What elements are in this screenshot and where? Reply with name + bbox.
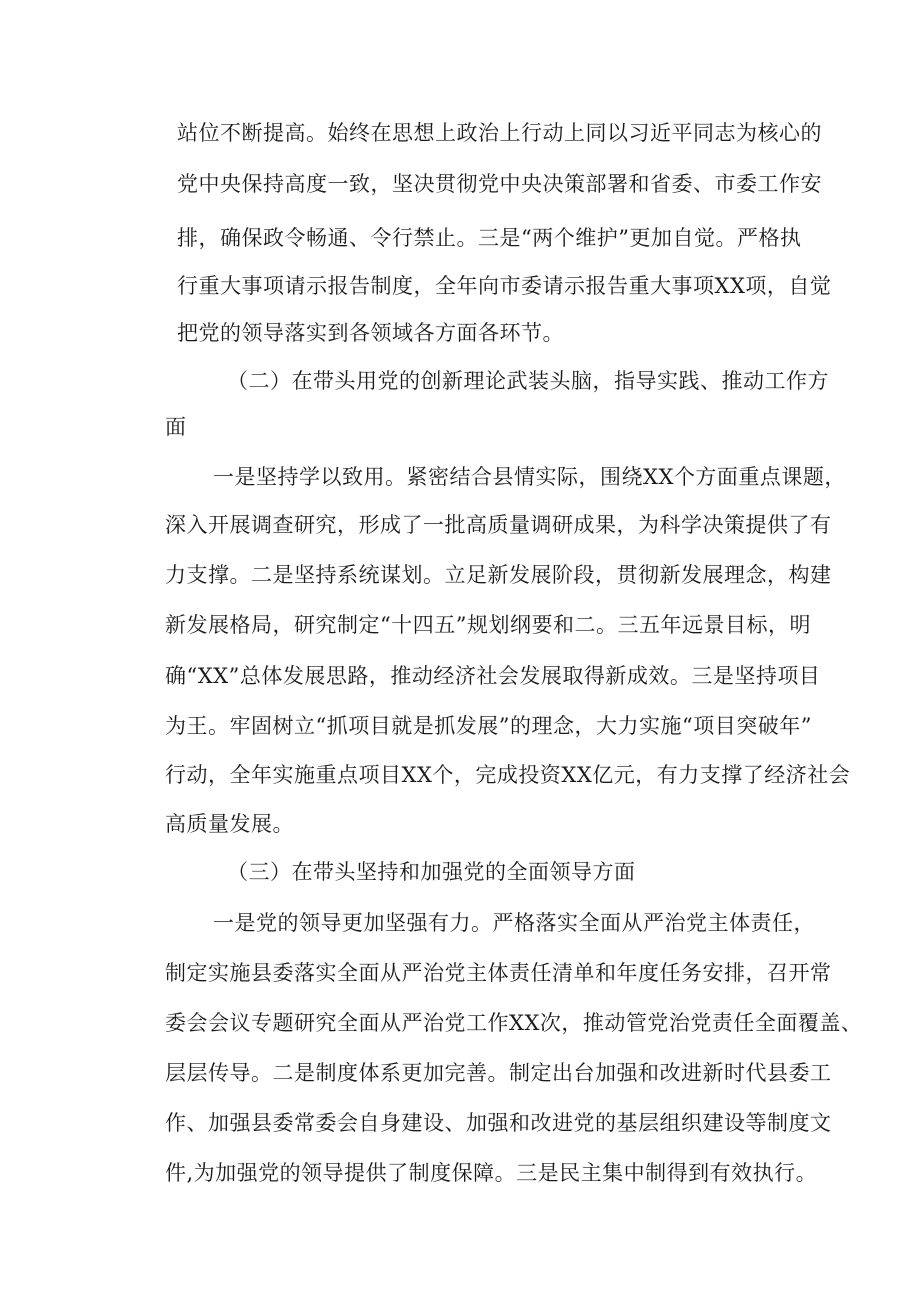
heading-3-line-1: （三）在带头坚持和加强党的全面领导方面 bbox=[227, 860, 636, 884]
p1-continuation-line-1: 站位不断提高。始终在思想上政治上行动上同以习近平同志为核心的 bbox=[177, 121, 822, 145]
p1-continuation-line-2: 党中央保持高度一致，坚决贯彻党中央决策部署和省委、市委工作安 bbox=[177, 172, 822, 196]
heading-2-line-2: 面 bbox=[165, 415, 187, 439]
p2-line-6: 为王。牢固树立“抓项目就是抓发展”的理念，大力实施“项目突破年” bbox=[165, 714, 812, 738]
heading-2-line-1: （二）在带头用党的创新理论武装头脑，指导实践、推动工作方 bbox=[227, 369, 829, 393]
p2-line-5: 确“XX”总体发展思路，推动经济社会发展取得新成效。三是坚持项目 bbox=[165, 664, 821, 688]
p3-line-1: 一是党的领导更加坚强有力。严格落实全面从严治党主体责任， bbox=[213, 911, 815, 935]
p2-line-1: 一是坚持学以致用。紧密结合县情实际，围绕XX个方面重点课题， bbox=[213, 465, 846, 489]
p2-line-7: 行动，全年实施重点项目XX个，完成投资XX亿元，有力支撑了经济社会 bbox=[165, 763, 851, 787]
p3-line-4: 层层传导。二是制度体系更加完善。制定出台加强和改进新时代县委工 bbox=[165, 1061, 832, 1085]
p3-line-2: 制定实施县委落实全面从严治党主体责任清单和年度任务安排，召开常 bbox=[165, 961, 832, 985]
p1-continuation-line-4: 行重大事项请示报告制度，全年向市委请示报告重大事项XX项，自觉 bbox=[177, 274, 832, 298]
p3-line-3: 委会会议专题研究全面从严治党工作XX次，推动管党治党责任全面覆盖、 bbox=[165, 1011, 863, 1035]
p1-continuation-line-3: 排，确保政令畅通、令行禁止。三是“两个维护”更加自觉。严格执 bbox=[177, 226, 802, 250]
p3-line-5: 作、加强县委常委会自身建设、加强和改进党的基层组织建设等制度文 bbox=[165, 1111, 832, 1135]
p2-line-2: 深入开展调查研究，形成了一批高质量调研成果，为科学决策提供了有 bbox=[165, 513, 832, 537]
p3-line-6: 件,为加强党的领导提供了制度保障。三是民主集中制得到有效执行。 bbox=[165, 1161, 818, 1185]
p2-line-8: 高质量发展。 bbox=[165, 812, 294, 836]
p2-line-3: 力支撑。二是坚持系统谋划。立足新发展阶段，贯彻新发展理念，构建 bbox=[165, 563, 832, 587]
p2-line-4: 新发展格局，研究制定“十四五”规划纲要和二。三五年远景目标，明 bbox=[165, 613, 811, 637]
p1-continuation-line-5: 把党的领导落实到各领域各方面各环节。 bbox=[177, 321, 564, 345]
